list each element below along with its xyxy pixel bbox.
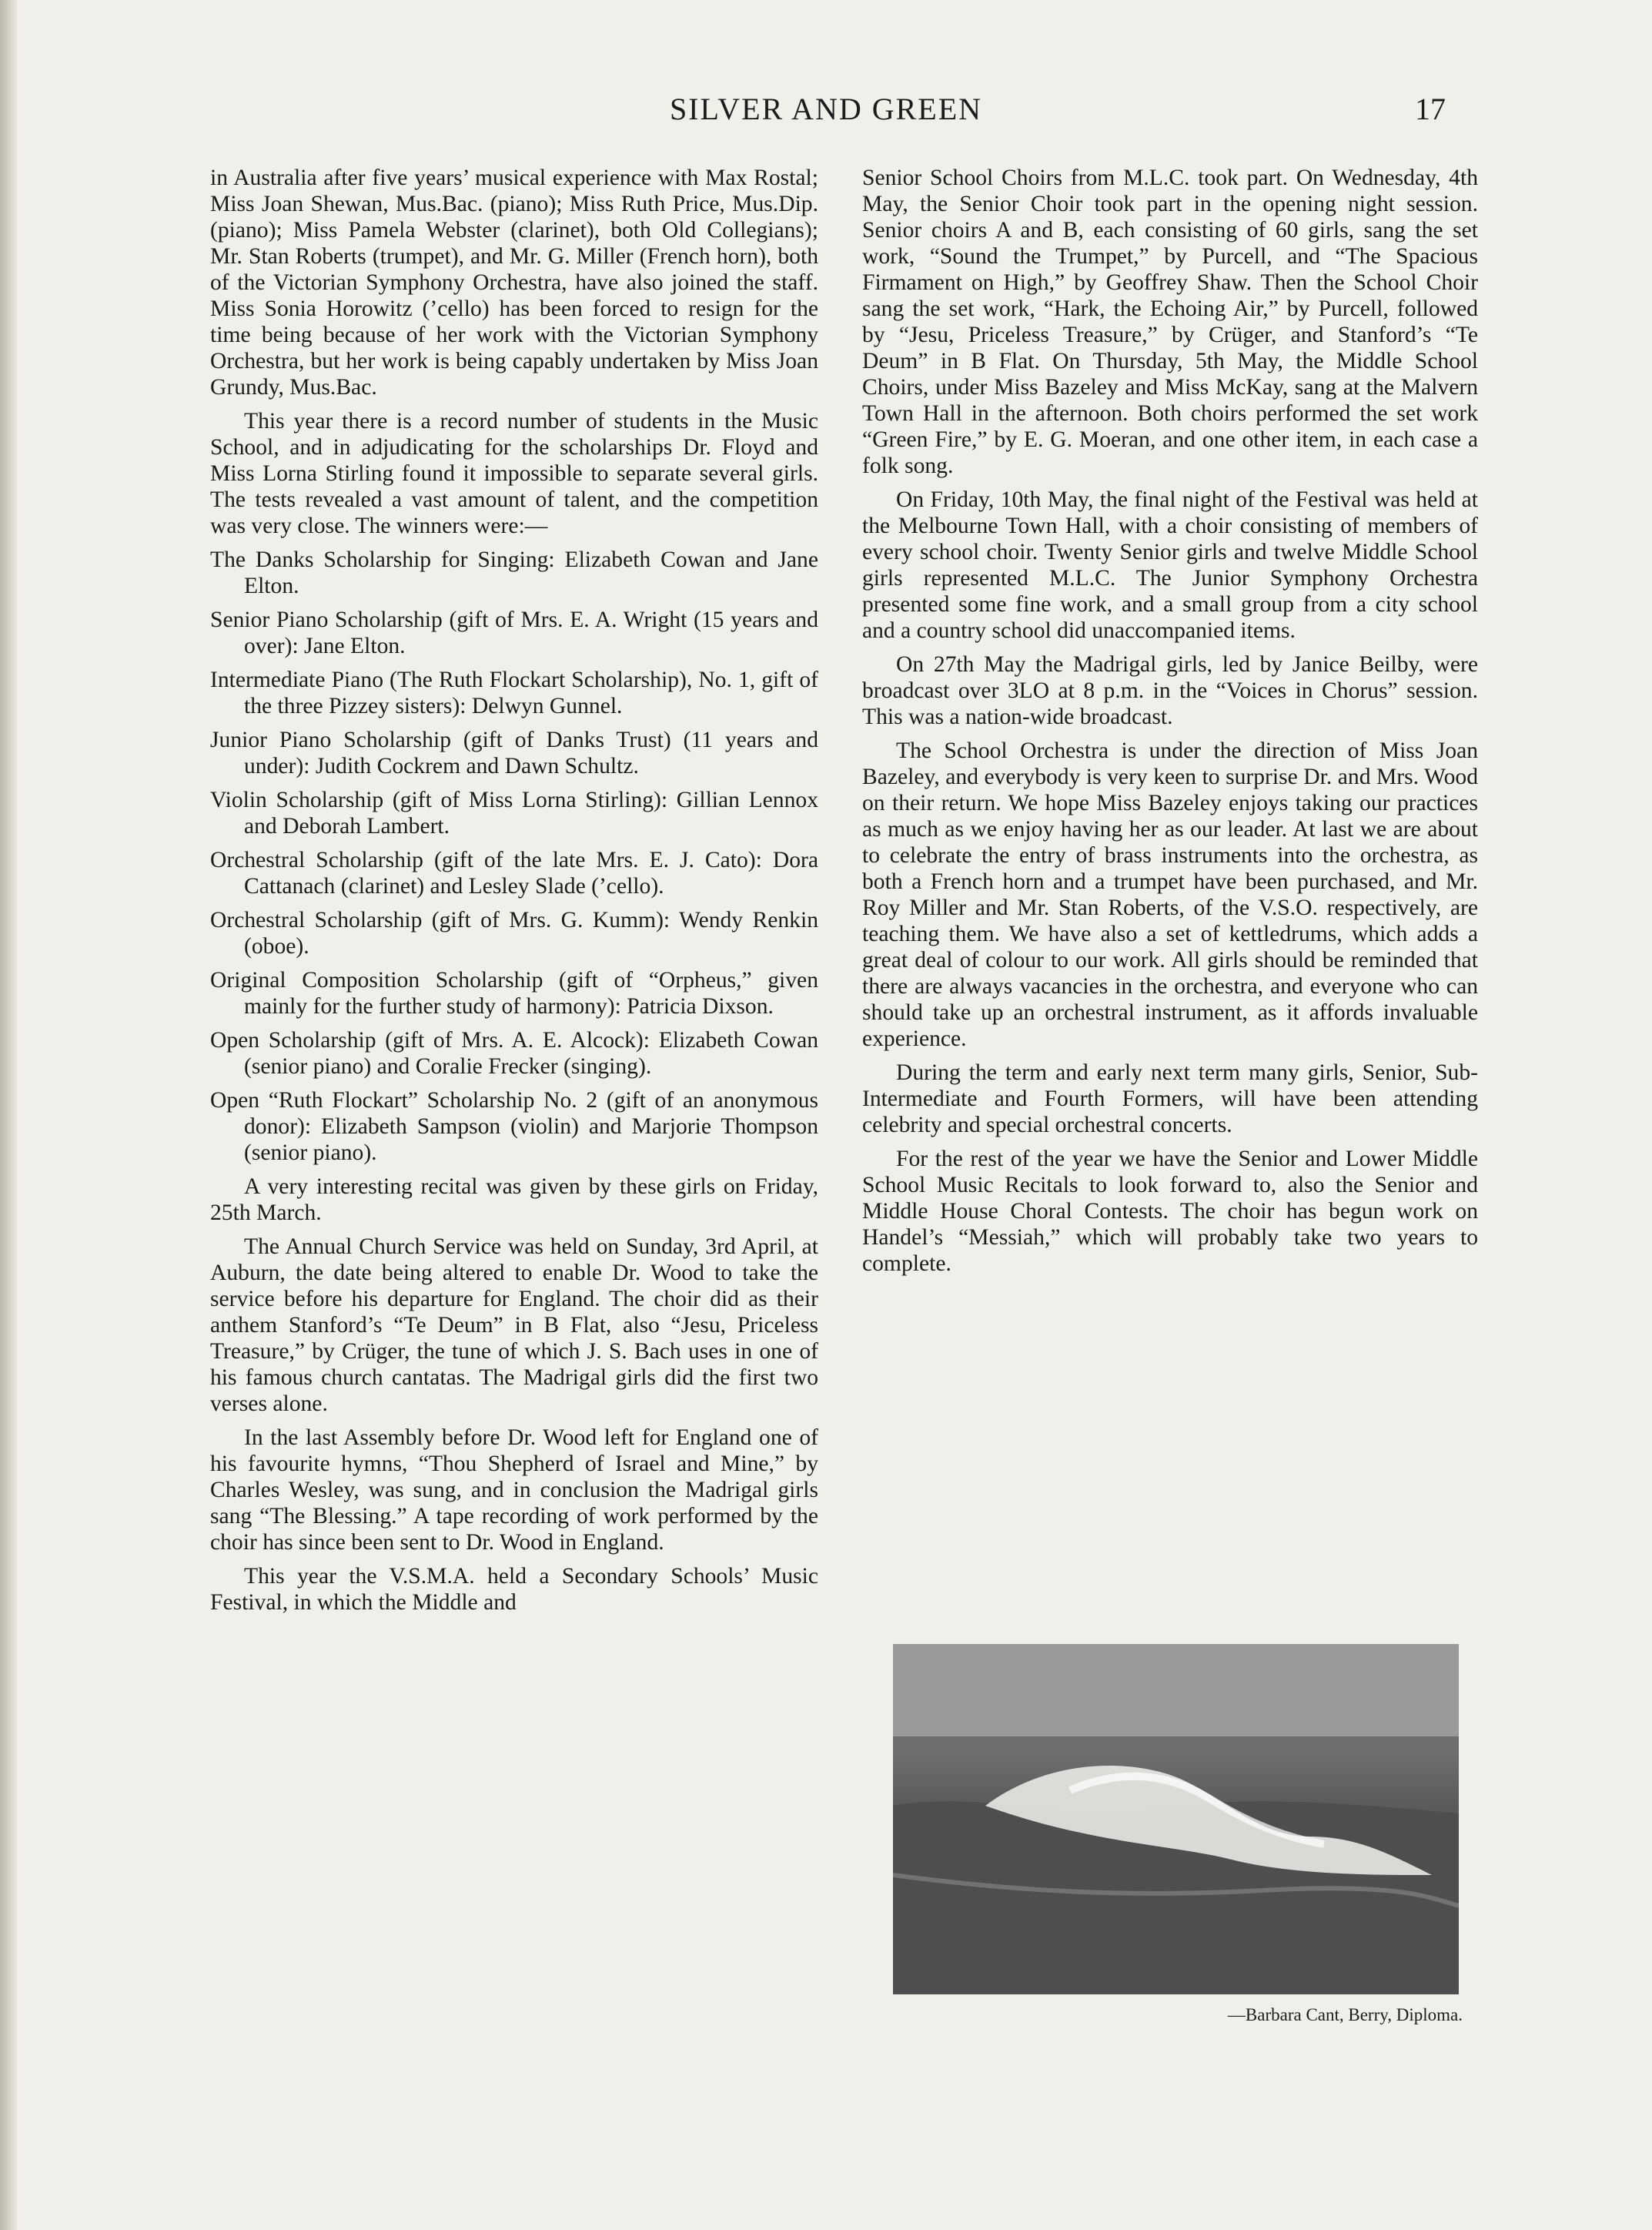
scholarship-entry: Senior Piano Scholarship (gift of Mrs. E. A. Wright (15 years and over): Jane Elton. — [210, 608, 818, 658]
paragraph: in Australia after five years’ musical experience with Max Rostal; Miss Joan Shewan, Mus.Bac. (piano); Miss Ruth Price, Mus.Dip. (piano); Miss Pamela Webster (clarinet), both Old Collegians); Mr. Stan Roberts (trumpet), and Mr. G. Miller (French horn), both of the Victorian Symphony Orchestra, have also joined the staff. Miss Sonia Horowitz (’cello) has been forced to resign for the time being because of her work with the Victorian Symphony Orchestra, but her work is being capably undertaken by Miss Joan Grundy, Mus.Bac. — [210, 166, 818, 400]
publication-title: SILVER AND GREEN — [669, 92, 983, 126]
paragraph: Senior School Choirs from M.L.C. took part. On Wednesday, 4th May, the Senior Choir took part in the opening night session. Senior choirs A and B, each consisting of 60 girls, sang the set work, “Sound the Trumpet,” by Purcell, and “The Spacious Firmament on High,” by Geoffrey Shaw. Then the School Choir sang the set work, “Hark, the Echoing Air,” by Purcell, followed by “Jesu, Priceless Treasure,” by Crüger, and Stanford’s “Te Deum” in B Flat. On Thursday, 5th May, the Middle School Choirs, under Miss Bazeley and Miss McKay, sang at the Malvern Town Hall in the afternoon. Both choirs performed the set work “Green Fire,” by E. G. Moeran, and one other item, in each case a folk song. — [862, 166, 1478, 478]
scholarship-entry: The Danks Scholarship for Singing: Elizabeth Cowan and Jane Elton. — [210, 547, 818, 598]
scholarship-entry: Open “Ruth Flockart” Scholarship No. 2 (gift of an anonymous donor): Elizabeth Sampson (violin) and Marjorie Thompson (senior piano). — [210, 1088, 818, 1165]
paragraph: On 27th May the Madrigal girls, led by Janice Beilby, were broadcast over 3LO at 8 p.m. in the “Voices in Chorus” session. This was a nation-wide broadcast. — [862, 652, 1478, 729]
running-header — [0, 91, 1652, 137]
paragraph: This year the V.S.M.A. held a Secondary Schools’ Music Festival, in which the Middle and — [210, 1564, 818, 1615]
scholarship-entry: Violin Scholarship (gift of Miss Lorna Stirling): Gillian Lennox and Deborah Lambert. — [210, 788, 818, 839]
scholarship-entry: Junior Piano Scholarship (gift of Danks Trust) (11 years and under): Judith Cockrem and Dawn Schultz. — [210, 728, 818, 778]
paragraph: For the rest of the year we have the Senior and Lower Middle School Music Recitals to look forward to, also the Senior and Middle House Choral Contests. The choir has begun work on Handel’s “Messiah,” which will probably take two years to complete. — [862, 1147, 1478, 1276]
scholarship-entry: Orchestral Scholarship (gift of the late Mrs. E. J. Cato): Dora Cattanach (clarinet) and Lesley Slade (’cello). — [210, 848, 818, 899]
paragraph: The School Orchestra is under the direction of Miss Joan Bazeley, and everybody is very keen to surprise Dr. and Mrs. Wood on their return. We hope Miss Bazeley enjoys taking our practices as much as we enjoy having her as our leader. At last we are about to celebrate the entry of brass instruments into the orchestra, as both a French horn and a trumpet have been purchased, and Mr. Roy Miller and Mr. Stan Roberts, of the V.S.O. respectively, are teaching them. We have also a set of kettledrums, which adds a great deal of colour to our work. All girls should be reminded that there are always vacancies in the orchestra, and everyone who can should take up an orchestral instrument, as it affords invaluable experience. — [862, 738, 1478, 1051]
scholarship-entry: Intermediate Piano (The Ruth Flockart Scholarship), No. 1, gift of the three Pizzey sisters): Delwyn Gunnel. — [210, 668, 818, 718]
scholarship-entry: Orchestral Scholarship (gift of Mrs. G. Kumm): Wendy Renkin (oboe). — [210, 908, 818, 959]
paragraph: This year there is a record number of students in the Music School, and in adjudicating for the scholarships Dr. Floyd and Miss Lorna Stirling found it impossible to separate several girls. The tests revealed a vast amount of talent, and the competition was very close. The winners were:— — [210, 409, 818, 538]
page-binding-edge — [0, 0, 17, 2230]
left-column — [210, 165, 818, 1623]
wave-illustration — [893, 1644, 1459, 1994]
page-number: 17 — [1415, 92, 1446, 126]
paragraph: On Friday, 10th May, the final night of the Festival was held at the Melbourne Town Hall, with a choir consisting of members of every school choir. Twenty Senior girls and twelve Middle School girls represented M.L.C. The Junior Symphony Orchestra presented some fine work, and a small group from a city school and a country school did unaccompanied items. — [862, 487, 1478, 643]
sky — [893, 1644, 1459, 1736]
scholarship-entry: Original Composition Scholarship (gift of “Orpheus,” given mainly for the further study of harmony): Patricia Dixson. — [210, 968, 818, 1019]
scholarship-entry: Open Scholarship (gift of Mrs. A. E. Alcock): Elizabeth Cowan (senior piano) and Coralie Frecker (singing). — [210, 1028, 818, 1079]
paragraph: During the term and early next term many girls, Senior, Sub-Intermediate and Fourth Formers, will have been attending celebrity and special orchestral concerts. — [862, 1060, 1478, 1137]
wave-photograph — [893, 1644, 1459, 1994]
photo-caption: —Barbara Cant, Berry, Diploma. — [1227, 2005, 1463, 2024]
right-column — [862, 165, 1478, 1284]
paragraph: In the last Assembly before Dr. Wood left for England one of his favourite hymns, “Thou Shepherd of Israel and Mine,” by Charles Wesley, was sung, and in conclusion the Madrigal girls sang “The Blessing.” A tape recording of work performed by the choir has since been sent to Dr. Wood in England. — [210, 1425, 818, 1555]
paragraph: A very interesting recital was given by these girls on Friday, 25th March. — [210, 1174, 818, 1225]
horizon-sea — [893, 1736, 1459, 1752]
paragraph: The Annual Church Service was held on Sunday, 3rd April, at Auburn, the date being altered to enable Dr. Wood to take the service before his departure for England. The choir did as their anthem Stanford’s “Te Deum” in B Flat, also “Jesu, Priceless Treasure,” by Crüger, the tune of which J. S. Bach uses in one of his famous church cantatas. The Madrigal girls did the first two verses alone. — [210, 1234, 818, 1416]
